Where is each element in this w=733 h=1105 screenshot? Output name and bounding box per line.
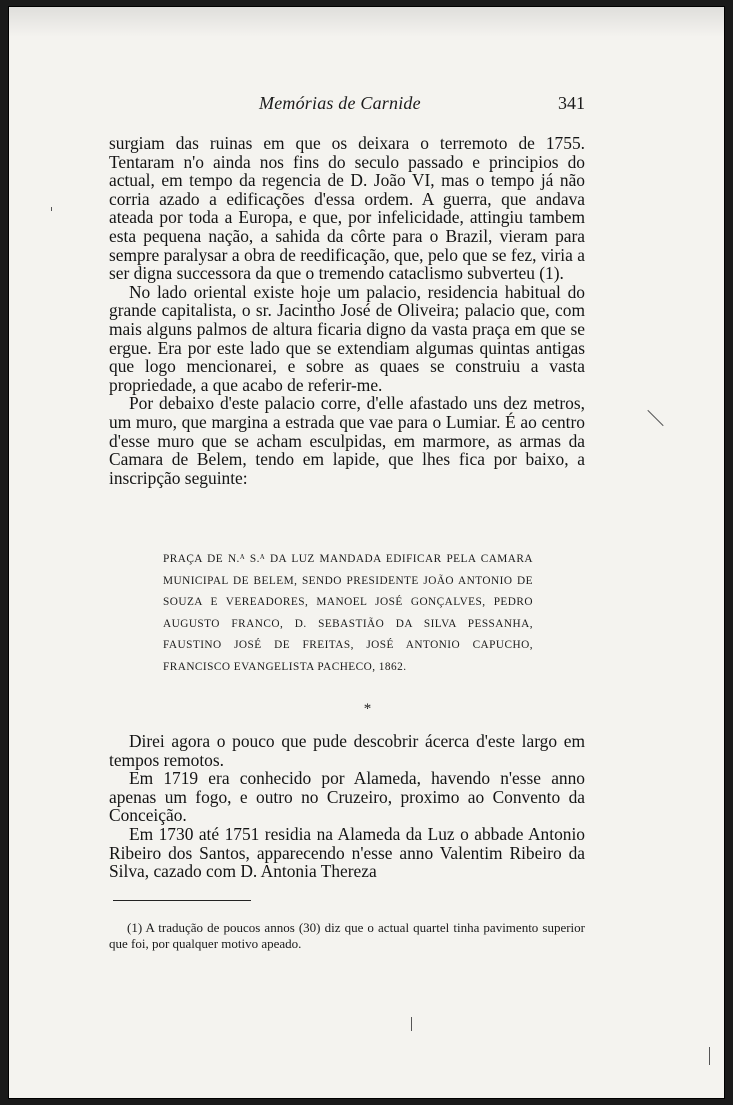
scan-mark [411, 1017, 412, 1031]
scan-mark [709, 1047, 710, 1065]
body-text-top [109, 134, 585, 487]
paragraph-direi: Direi agora o pouco que pude descobrir ácerca d'este largo em tempos remotos. [109, 731, 585, 770]
body-text-bottom [109, 732, 585, 881]
page-number: 341 [558, 93, 585, 113]
scan-mark [647, 410, 663, 426]
footnote: (1) A tradução de poucos annos (30) diz que o actual quartel tinha pavimento superior que foi, por qualquer motivo apeado. [109, 920, 585, 951]
section-asterism: * [363, 701, 372, 717]
scan-mark [51, 207, 52, 211]
paragraph-1719: Em 1719 era conhecido por Alameda, havendo n'esse anno apenas um fogo, e outro no Cruzeiro, proximo ao Convento da Conceição. [109, 768, 585, 826]
inscription-text: PRAÇA DE N.ᴬ S.ᴬ DA LUZ MANDADA EDIFICAR PELA CAMARA MUNICIPAL DE BELEM, SENDO PRESIDENTE JOÃO ANTONIO DE SOUZA E VEREADORES, MANOEL JOSÉ GONÇALVES, PEDRO AUGUSTO FRANCO, D. SEBASTIÃO DA SILVA PESSANHA, FAUSTINO JOSÉ DE FREITAS, JOSÉ ANTONIO CAPUCHO, FRANCISCO EVANGELISTA PACHECO, 1862. [163, 553, 533, 673]
running-title: Memórias de Carnide [259, 93, 421, 113]
book-page [8, 6, 725, 1099]
running-head [109, 93, 585, 117]
footnote-rule [113, 900, 251, 901]
paragraph-palacio: No lado oriental existe hoje um palacio, residencia habitual do grande capitalista, o sr. Jacintho José de Oliveira; palacio que, com mais alguns palmos de altura ficaria digno da vasta praça em que se ergue. Era por este lado que se extendiam algumas quintas antigas que logo mencionarei, e sobre as quaes se construiu a vasta propriedade, a que acabo de referir-me. [109, 281, 585, 395]
inscription-block [163, 549, 533, 679]
paragraph-1730: Em 1730 até 1751 residia na Alameda da Luz o abbade Antonio Ribeiro dos Santos, apparecendo n'esse anno Valentim Ribeiro da Silva, cazado com D. Antonia Thereza [109, 823, 585, 882]
paragraph-muro: Por debaixo d'este palacio corre, d'elle afastado uns dez metros, um muro, que margina a estrada que vae para o Lumiar. É ao centro d'esse muro que se acham esculpidas, em marmore, as armas da Camara de Belem, tendo em lapide, que lhes fica por baixo, a inscripção seguinte: [109, 393, 585, 488]
paragraph-continuation: surgiam das ruinas em que os deixara o terremoto de 1755. Tentaram n'o ainda nos fins do seculo passado e principios do actual, em tempo da regencia de D. João VI, mas o tempo já não corria azado a edificações d'essa ordem. A guerra, que andava ateada por toda a Europa, e que, por infelicidade, attingiu tambem esta pequena nação, a sahida da côrte para o Brazil, vieram para sempre paralysar a obra de reedificação, que, pelo que se fez, viria a ser digna successora da que o tremendo cataclismo subverteu (1). [109, 133, 585, 284]
